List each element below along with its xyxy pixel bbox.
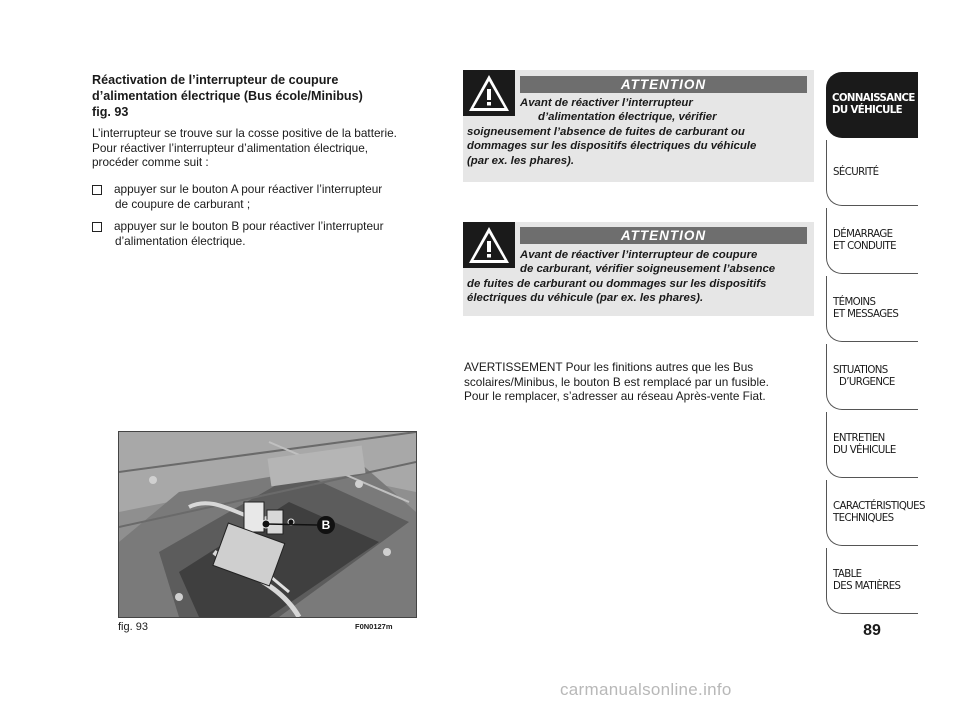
notice-paragraph: AVERTISSEMENT Pour les finitions autres que les Bus scolaires/Minibus, le bouton B est remplacé par un fusible. Pour le remplacer, s’adresser au réseau Après-vente Fiat.	[464, 360, 769, 403]
warning-triangle-icon	[463, 222, 515, 268]
warning-text-line: (par ex. les phares).	[467, 155, 574, 167]
page-number: 89	[863, 622, 881, 639]
checkbox-bullet-icon	[92, 222, 102, 232]
warning-triangle-icon	[463, 70, 515, 116]
tab-connaissance-du-vehicule[interactable]: CONNAISSANCE DU VÉHICULE	[826, 72, 918, 138]
tab-table-des-matieres[interactable]: TABLE DES MATIÈRES	[826, 548, 918, 614]
intro-paragraph: L’interrupteur se trouve sur la cosse positive de la batterie. Pour réactiver l’interrupteur d’alimentation électrique, procéder comme suit :	[92, 126, 397, 169]
tab-caracteristiques-techniques[interactable]: CARACTÉRISTIQUES TECHNIQUES	[826, 480, 918, 546]
warning-text-line: Avant de réactiver l’interrupteur	[520, 97, 693, 109]
section-title: Réactivation de l’interrupteur de coupure d’alimentation électrique (Bus école/Minibus) fig. 93	[92, 73, 363, 119]
warning-text-line: soigneusement l’absence de fuites de carburant ou	[467, 126, 745, 138]
warning-text-line: d’alimentation électrique, vérifier	[538, 111, 717, 123]
warning-heading: ATTENTION	[520, 227, 807, 244]
warning-text-line: de fuites de carburant ou dommages sur les dispositifs	[467, 278, 767, 290]
tab-demarrage-et-conduite[interactable]: DÉMARRAGE ET CONDUITE	[826, 208, 918, 274]
warning-box	[463, 70, 814, 182]
figure-code: F0N0127m	[355, 622, 393, 631]
tab-situations-d-urgence[interactable]: SITUATIONS D’URGENCE	[826, 344, 918, 410]
battery-figure	[118, 431, 417, 618]
tab-securite[interactable]: SÉCURITÉ	[826, 140, 918, 206]
figure-caption: fig. 93	[118, 621, 148, 633]
warning-text-line: électriques du véhicule (par ex. les phares).	[467, 292, 704, 304]
warning-heading: ATTENTION	[520, 76, 807, 93]
watermark-footer: carmanualsonline.info	[560, 680, 732, 699]
tab-entretien-du-vehicule[interactable]: ENTRETIEN DU VÉHICULE	[826, 412, 918, 478]
checkbox-bullet-icon	[92, 185, 102, 195]
warning-text-line: de carburant, vérifier soigneusement l’absence	[520, 263, 776, 275]
warning-box	[463, 222, 814, 316]
warning-text-line: dommages sur les dispositifs électriques du véhicule	[467, 140, 757, 152]
callout-b: B	[317, 516, 335, 534]
tab-temoins-et-messages[interactable]: TÉMOINS ET MESSAGES	[826, 276, 918, 342]
warning-text-line: Avant de réactiver l’interrupteur de coupure	[520, 249, 758, 261]
